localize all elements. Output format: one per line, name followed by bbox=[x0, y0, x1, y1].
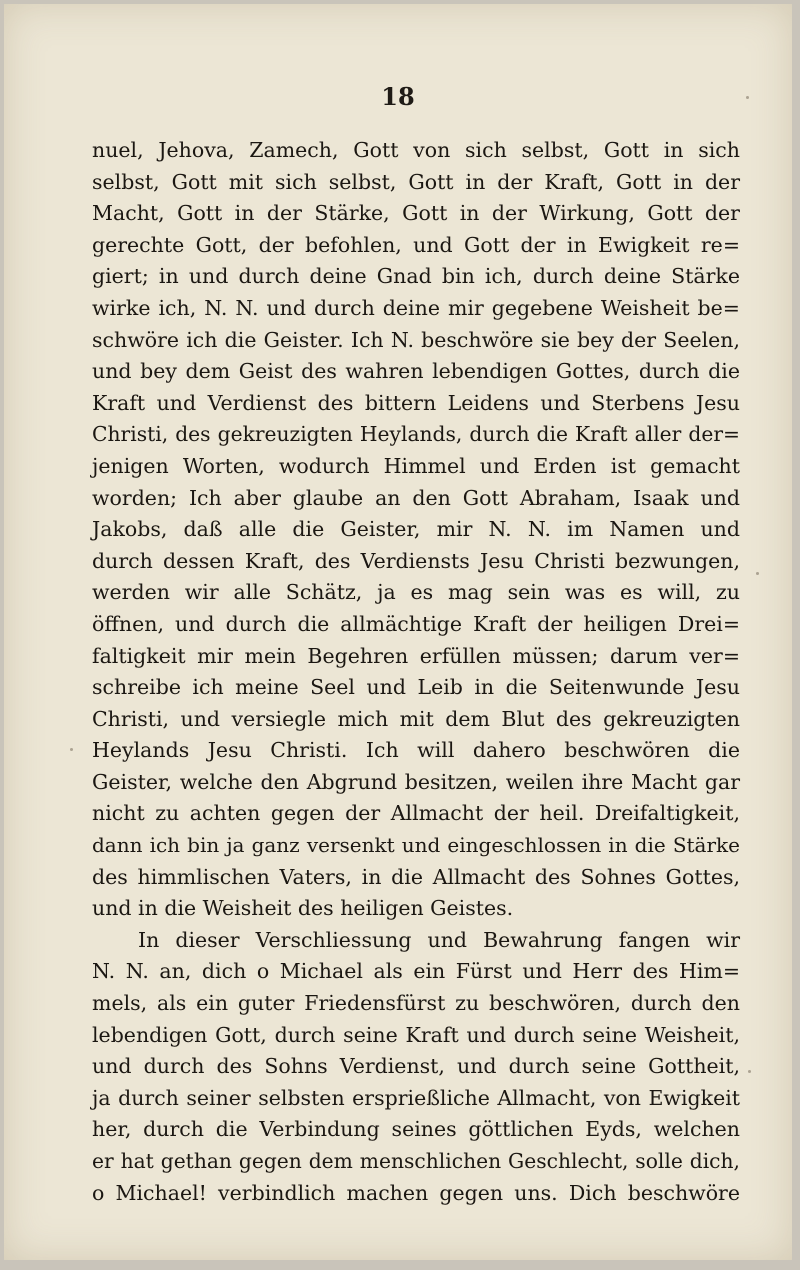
paper-speck bbox=[746, 96, 749, 99]
paper-speck bbox=[748, 1070, 751, 1073]
text-line: nicht zu achten gegen der Allmacht der heil. Dreifaltigkeit, bbox=[92, 801, 740, 826]
text-line: o Michael! verbindlich machen gegen uns. Dich beschwöre bbox=[92, 1180, 740, 1205]
paragraph-end-line: und in die Weisheit des heiligen Geistes. bbox=[92, 896, 514, 921]
text-line: und durch des Sohns Verdienst, und durch seine Gottheit, bbox=[92, 1054, 740, 1079]
text-line: lebendigen Gott, durch seine Kraft und durch seine Weisheit, bbox=[92, 1022, 740, 1047]
text-line: selbst, Gott mit sich selbst, Gott in der Kraft, Gott in der bbox=[92, 169, 740, 194]
text-line: mels, als ein guter Friedensfürst zu beschwören, durch den bbox=[92, 991, 740, 1016]
text-line: gerechte Gott, der befohlen, und Gott der in Ewigkeit re= bbox=[92, 232, 740, 257]
text-line: Jakobs, daß alle die Geister, mir N. N. im Namen und bbox=[92, 517, 740, 542]
text-line: dann ich bin ja ganz versenkt und eingeschlossen in die Stärke bbox=[92, 833, 740, 858]
body-text bbox=[92, 135, 740, 1209]
text-line: öffnen, und durch die allmächtige Kraft der heiligen Drei= bbox=[92, 611, 740, 636]
text-line: schwöre ich die Geister. Ich N. beschwöre sie bey der Seelen, bbox=[92, 327, 740, 352]
text-line: er hat gethan gegen dem menschlichen Geschlecht, solle dich, bbox=[92, 1149, 740, 1173]
text-line: nuel, Jehova, Zamech, Gott von sich selbst, Gott in sich bbox=[92, 138, 740, 162]
text-line: N. N. an, dich o Michael als ein Fürst und Herr des Him= bbox=[92, 959, 740, 984]
text-line: her, durch die Verbindung seines göttlichen Eyds, welchen bbox=[92, 1117, 740, 1142]
text-line: schreibe ich meine Seel und Leib in die Seitenwunde Jesu bbox=[92, 675, 740, 700]
text-line: faltigkeit mir mein Begehren erfüllen müssen; darum ver= bbox=[92, 643, 740, 668]
text-line: giert; in und durch deine Gnad bin ich, durch deine Stärke bbox=[92, 264, 740, 289]
text-line: durch dessen Kraft, des Verdiensts Jesu Christi bezwungen, bbox=[92, 548, 740, 573]
text-line: Macht, Gott in der Stärke, Gott in der Wirkung, Gott der bbox=[92, 201, 740, 226]
text-line: ja durch seiner selbsten ersprießliche Allmacht, von Ewigkeit bbox=[92, 1085, 740, 1110]
text-line: und bey dem Geist des wahren lebendigen Gottes, durch die bbox=[92, 359, 740, 384]
page-number: 18 bbox=[381, 82, 415, 111]
text-line: Heylands Jesu Christi. Ich will dahero beschwören die bbox=[92, 738, 740, 763]
text-line: Geister, welche den Abgrund besitzen, weilen ihre Macht gar bbox=[92, 769, 740, 794]
book-page bbox=[4, 4, 792, 1260]
text-line: Christi, und versiegle mich mit dem Blut des gekreuzigten bbox=[92, 706, 740, 731]
text-line: jenigen Worten, wodurch Himmel und Erden ist gemacht bbox=[92, 453, 740, 478]
text-line: Christi, des gekreuzigten Heylands, durch die Kraft aller der= bbox=[92, 422, 740, 447]
paper-speck bbox=[70, 748, 73, 751]
paper-speck bbox=[756, 572, 759, 575]
text-line: des himmlischen Vaters, in die Allmacht des Sohnes Gottes, bbox=[92, 864, 740, 889]
paragraph-start-line: In dieser Verschliessung und Bewahrung fangen wir bbox=[138, 927, 740, 952]
text-line: Kraft und Verdienst des bittern Leidens und Sterbens Jesu bbox=[92, 390, 740, 415]
text-line: werden wir alle Schätz, ja es mag sein was es will, zu bbox=[92, 580, 740, 605]
text-line: wirke ich, N. N. und durch deine mir gegebene Weisheit be= bbox=[92, 295, 740, 320]
text-line: worden; Ich aber glaube an den Gott Abraham, Isaak und bbox=[92, 485, 740, 510]
